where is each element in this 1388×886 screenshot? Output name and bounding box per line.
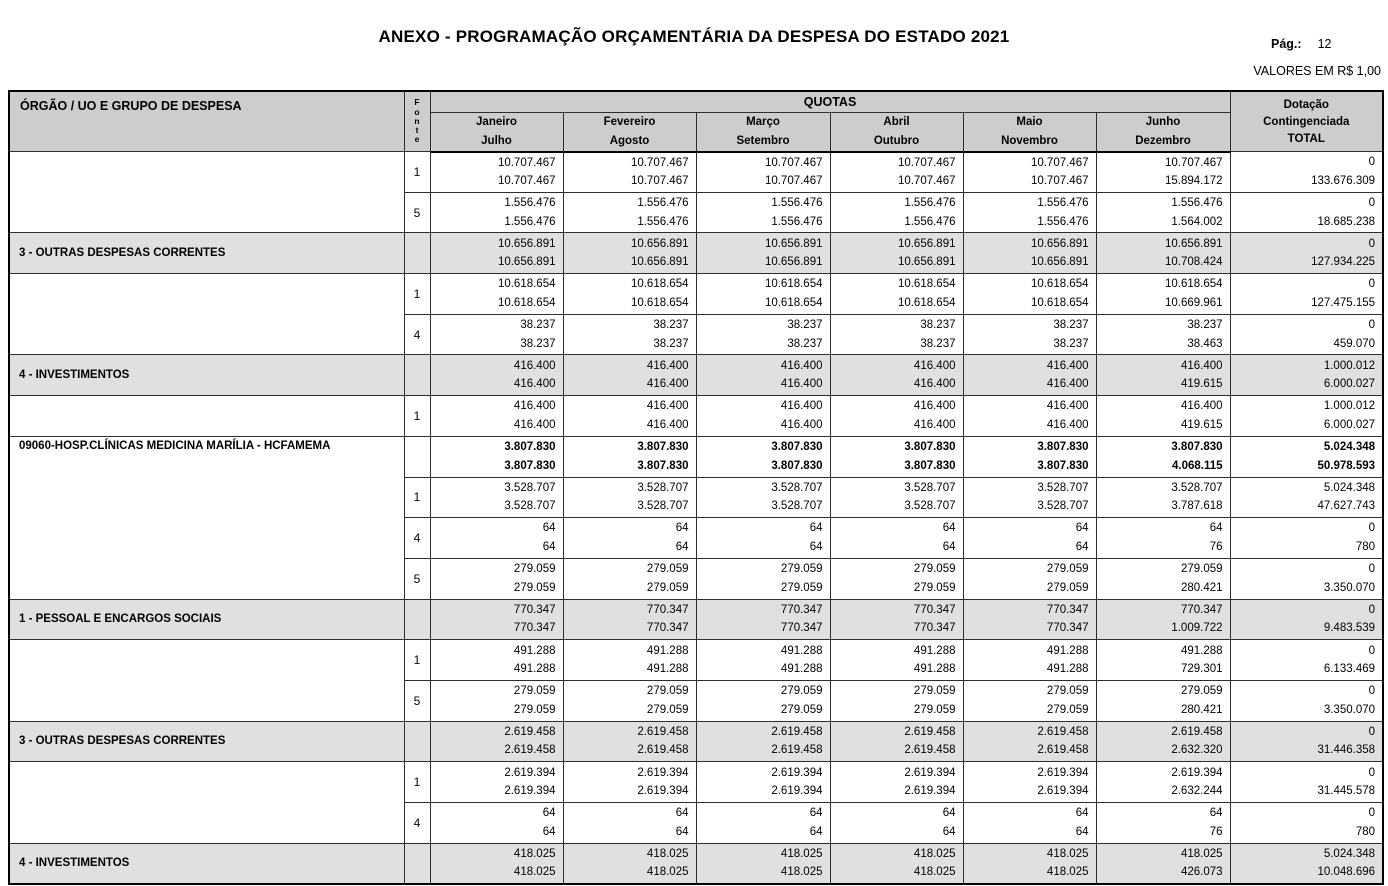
total-cell: 0 127.934.225 xyxy=(1230,233,1383,274)
row-label xyxy=(9,314,404,355)
quota-cell: 416.400 416.400 xyxy=(563,396,696,437)
table-row xyxy=(9,477,1383,518)
table-row xyxy=(9,518,1383,559)
quota-cell: 279.059 279.059 xyxy=(830,558,963,599)
total-cell: 0 3.350.070 xyxy=(1230,558,1383,599)
quota-cell: 64 64 xyxy=(696,518,830,559)
quota-cell: 1.556.476 1.556.476 xyxy=(830,192,963,233)
fonte-value: 1 xyxy=(404,640,430,681)
quota-cell: 416.400 419.615 xyxy=(1096,396,1230,437)
month-column-header-junho-dezembro: Junho Dezembro xyxy=(1096,112,1230,152)
currency-note: VALORES EM R$ 1,00 xyxy=(1253,64,1381,78)
quota-cell: 2.619.458 2.619.458 xyxy=(563,721,696,762)
quota-cell: 2.619.394 2.619.394 xyxy=(696,762,830,803)
quota-cell: 64 64 xyxy=(830,518,963,559)
total-cell: 0 127.475.155 xyxy=(1230,274,1383,315)
fonte-value xyxy=(404,355,430,396)
quota-cell: 64 64 xyxy=(563,803,696,844)
quota-cell: 491.288 729.301 xyxy=(1096,640,1230,681)
quota-cell: 38.237 38.237 xyxy=(563,314,696,355)
quota-cell: 279.059 279.059 xyxy=(563,680,696,721)
total-cell: 0 3.350.070 xyxy=(1230,680,1383,721)
quota-cell: 10.618.654 10.618.654 xyxy=(696,274,830,315)
quota-cell: 416.400 416.400 xyxy=(563,355,696,396)
fonte-vertical-label: F o n t e xyxy=(414,97,420,145)
fonte-value: 1 xyxy=(404,477,430,518)
table-row xyxy=(9,274,1383,315)
quota-cell: 3.807.830 3.807.830 xyxy=(830,436,963,477)
quota-cell: 279.059 279.059 xyxy=(696,680,830,721)
quota-cell: 38.237 38.237 xyxy=(696,314,830,355)
fonte-value: 4 xyxy=(404,803,430,844)
table-row xyxy=(9,721,1383,762)
quota-cell: 416.400 416.400 xyxy=(830,355,963,396)
total-cell: 0 133.676.309 xyxy=(1230,152,1383,193)
quota-cell: 3.528.707 3.528.707 xyxy=(696,477,830,518)
org-group-column-header: ÓRGÃO / UO E GRUPO DE DESPESA xyxy=(9,91,404,152)
row-label xyxy=(9,762,404,803)
quota-cell: 418.025 426.073 xyxy=(1096,843,1230,884)
quota-cell: 38.237 38.463 xyxy=(1096,314,1230,355)
fonte-column-header xyxy=(404,91,430,152)
table-row xyxy=(9,558,1383,599)
quota-cell: 10.618.654 10.618.654 xyxy=(830,274,963,315)
fonte-value: 4 xyxy=(404,314,430,355)
quota-cell: 416.400 416.400 xyxy=(963,396,1096,437)
row-label: 09060-HOSP.CLÍNICAS MEDICINA MARÍLIA - HCFAMEMA xyxy=(9,436,404,477)
total-cell: 5.024.348 47.627.743 xyxy=(1230,477,1383,518)
row-label: 3 - OUTRAS DESPESAS CORRENTES xyxy=(9,233,404,274)
quota-cell: 416.400 416.400 xyxy=(696,396,830,437)
total-cell: 1.000.012 6.000.027 xyxy=(1230,355,1383,396)
quota-cell: 770.347 1.009.722 xyxy=(1096,599,1230,640)
fonte-value: 5 xyxy=(404,680,430,721)
quota-cell: 2.619.394 2.619.394 xyxy=(963,762,1096,803)
fonte-value: 1 xyxy=(404,762,430,803)
quota-cell: 418.025 418.025 xyxy=(696,843,830,884)
quota-cell: 418.025 418.025 xyxy=(830,843,963,884)
page-title: ANEXO - PROGRAMAÇÃO ORÇAMENTÁRIA DA DESPESA DO ESTADO 2021 xyxy=(378,27,1010,46)
total-cell: 0 9.483.539 xyxy=(1230,599,1383,640)
quota-cell: 279.059 279.059 xyxy=(696,558,830,599)
quota-cell: 1.556.476 1.564.002 xyxy=(1096,192,1230,233)
quota-cell: 38.237 38.237 xyxy=(830,314,963,355)
quota-cell: 416.400 416.400 xyxy=(963,355,1096,396)
quota-cell: 2.619.394 2.619.394 xyxy=(430,762,563,803)
table-row xyxy=(9,599,1383,640)
fonte-value xyxy=(404,721,430,762)
page-number: 12 xyxy=(1317,37,1332,51)
fonte-value: 1 xyxy=(404,152,430,193)
quota-cell: 491.288 491.288 xyxy=(963,640,1096,681)
quota-cell: 416.400 416.400 xyxy=(696,355,830,396)
quota-cell: 10.656.891 10.656.891 xyxy=(563,233,696,274)
total-header-line: TOTAL xyxy=(1287,133,1325,145)
row-label: 4 - INVESTIMENTOS xyxy=(9,355,404,396)
table-row xyxy=(9,396,1383,437)
fonte-value xyxy=(404,843,430,884)
quota-cell: 3.528.707 3.528.707 xyxy=(563,477,696,518)
fonte-value xyxy=(404,436,430,477)
total-header-line: Dotação xyxy=(1283,99,1329,111)
total-cell: 0 6.133.469 xyxy=(1230,640,1383,681)
quota-cell: 491.288 491.288 xyxy=(563,640,696,681)
quota-cell: 38.237 38.237 xyxy=(963,314,1096,355)
total-cell: 0 31.445.578 xyxy=(1230,762,1383,803)
total-cell: 5.024.348 10.048.696 xyxy=(1230,843,1383,884)
quota-cell: 770.347 770.347 xyxy=(963,599,1096,640)
quota-cell: 418.025 418.025 xyxy=(563,843,696,884)
table-row xyxy=(9,680,1383,721)
quota-cell: 2.619.394 2.619.394 xyxy=(830,762,963,803)
quota-cell: 10.656.891 10.656.891 xyxy=(696,233,830,274)
table-row xyxy=(9,843,1383,884)
row-label: 1 - PESSOAL E ENCARGOS SOCIAIS xyxy=(9,599,404,640)
quota-cell: 418.025 418.025 xyxy=(430,843,563,884)
quota-cell: 1.556.476 1.556.476 xyxy=(963,192,1096,233)
row-label xyxy=(9,803,404,844)
quota-cell: 279.059 279.059 xyxy=(563,558,696,599)
quota-cell: 3.807.830 3.807.830 xyxy=(430,436,563,477)
quota-cell: 10.656.891 10.656.891 xyxy=(430,233,563,274)
quota-cell: 416.400 416.400 xyxy=(430,355,563,396)
quota-cell: 10.618.654 10.618.654 xyxy=(430,274,563,315)
quota-cell: 10.707.467 10.707.467 xyxy=(430,152,563,193)
row-label: 3 - OUTRAS DESPESAS CORRENTES xyxy=(9,721,404,762)
fonte-value: 1 xyxy=(404,396,430,437)
quota-cell: 3.528.707 3.528.707 xyxy=(963,477,1096,518)
row-label: 4 - INVESTIMENTOS xyxy=(9,843,404,884)
total-cell: 5.024.348 50.978.593 xyxy=(1230,436,1383,477)
quota-cell: 770.347 770.347 xyxy=(563,599,696,640)
quota-cell: 2.619.458 2.619.458 xyxy=(696,721,830,762)
quota-cell: 1.556.476 1.556.476 xyxy=(696,192,830,233)
quota-cell: 10.618.654 10.618.654 xyxy=(963,274,1096,315)
quota-cell: 64 64 xyxy=(963,518,1096,559)
total-column-header xyxy=(1230,91,1383,152)
row-label xyxy=(9,640,404,681)
quota-cell: 491.288 491.288 xyxy=(430,640,563,681)
quota-cell: 3.807.830 3.807.830 xyxy=(696,436,830,477)
quota-cell: 279.059 279.059 xyxy=(963,680,1096,721)
quota-cell: 10.656.891 10.656.891 xyxy=(963,233,1096,274)
quota-cell: 2.619.458 2.619.458 xyxy=(430,721,563,762)
table-row xyxy=(9,355,1383,396)
fonte-value: 5 xyxy=(404,192,430,233)
quota-cell: 416.400 419.615 xyxy=(1096,355,1230,396)
row-label xyxy=(9,518,404,559)
quota-cell: 3.807.830 4.068.115 xyxy=(1096,436,1230,477)
budget-table xyxy=(8,90,1384,885)
fonte-value: 1 xyxy=(404,274,430,315)
quota-cell: 3.528.707 3.787.618 xyxy=(1096,477,1230,518)
table-row xyxy=(9,762,1383,803)
quota-cell: 10.656.891 10.656.891 xyxy=(830,233,963,274)
fonte-value: 5 xyxy=(404,558,430,599)
row-label xyxy=(9,477,404,518)
fonte-value xyxy=(404,599,430,640)
month-column-header-janeiro-julho: Janeiro Julho xyxy=(430,112,563,152)
quota-cell: 3.528.707 3.528.707 xyxy=(830,477,963,518)
table-row xyxy=(9,314,1383,355)
month-column-header-marco-setembro: Março Setembro xyxy=(696,112,830,152)
page-indicator xyxy=(1271,37,1331,51)
total-cell: 0 18.685.238 xyxy=(1230,192,1383,233)
quota-cell: 10.707.467 10.707.467 xyxy=(963,152,1096,193)
quota-cell: 64 64 xyxy=(830,803,963,844)
quota-cell: 770.347 770.347 xyxy=(830,599,963,640)
quota-cell: 770.347 770.347 xyxy=(696,599,830,640)
quota-cell: 770.347 770.347 xyxy=(430,599,563,640)
quota-cell: 491.288 491.288 xyxy=(830,640,963,681)
month-column-header-fevereiro-agosto: Fevereiro Agosto xyxy=(563,112,696,152)
quota-cell: 1.556.476 1.556.476 xyxy=(563,192,696,233)
page-label: Pág.: xyxy=(1271,37,1302,51)
table-row xyxy=(9,152,1383,193)
quota-cell: 3.807.830 3.807.830 xyxy=(563,436,696,477)
quota-cell: 64 64 xyxy=(430,803,563,844)
row-label xyxy=(9,192,404,233)
quota-cell: 10.707.467 15.894.172 xyxy=(1096,152,1230,193)
quota-cell: 418.025 418.025 xyxy=(963,843,1096,884)
quota-cell: 2.619.458 2.632.320 xyxy=(1096,721,1230,762)
table-row xyxy=(9,233,1383,274)
quota-cell: 10.618.654 10.618.654 xyxy=(563,274,696,315)
table-row xyxy=(9,436,1383,477)
quota-cell: 2.619.394 2.632.244 xyxy=(1096,762,1230,803)
row-label xyxy=(9,558,404,599)
table-row xyxy=(9,640,1383,681)
quota-cell: 279.059 279.059 xyxy=(830,680,963,721)
quota-cell: 3.807.830 3.807.830 xyxy=(963,436,1096,477)
quota-cell: 10.618.654 10.669.961 xyxy=(1096,274,1230,315)
quota-cell: 2.619.458 2.619.458 xyxy=(830,721,963,762)
quota-cell: 279.059 279.059 xyxy=(963,558,1096,599)
fonte-value xyxy=(404,233,430,274)
quota-cell: 10.707.467 10.707.467 xyxy=(563,152,696,193)
quota-cell: 279.059 279.059 xyxy=(430,680,563,721)
row-label xyxy=(9,396,404,437)
row-label xyxy=(9,152,404,193)
quota-cell: 491.288 491.288 xyxy=(696,640,830,681)
quota-cell: 279.059 280.421 xyxy=(1096,558,1230,599)
month-column-header-maio-novembro: Maio Novembro xyxy=(963,112,1096,152)
month-column-header-abril-outubro: Abril Outubro xyxy=(830,112,963,152)
fonte-value: 4 xyxy=(404,518,430,559)
table-row xyxy=(9,803,1383,844)
table-row xyxy=(9,192,1383,233)
total-cell: 1.000.012 6.000.027 xyxy=(1230,396,1383,437)
quota-cell: 279.059 279.059 xyxy=(430,558,563,599)
quota-cell: 10.707.467 10.707.467 xyxy=(696,152,830,193)
quota-cell: 64 64 xyxy=(563,518,696,559)
quota-cell: 64 76 xyxy=(1096,518,1230,559)
total-cell: 0 31.446.358 xyxy=(1230,721,1383,762)
quota-cell: 416.400 416.400 xyxy=(830,396,963,437)
quota-cell: 64 64 xyxy=(430,518,563,559)
quota-cell: 64 76 xyxy=(1096,803,1230,844)
total-header-line: Contingenciada xyxy=(1263,116,1350,128)
quota-cell: 10.656.891 10.708.424 xyxy=(1096,233,1230,274)
row-label xyxy=(9,274,404,315)
quota-cell: 38.237 38.237 xyxy=(430,314,563,355)
quota-cell: 2.619.394 2.619.394 xyxy=(563,762,696,803)
quotas-header: QUOTAS xyxy=(430,91,1230,112)
quota-cell: 279.059 280.421 xyxy=(1096,680,1230,721)
quota-cell: 3.528.707 3.528.707 xyxy=(430,477,563,518)
quota-cell: 1.556.476 1.556.476 xyxy=(430,192,563,233)
quota-cell: 2.619.458 2.619.458 xyxy=(963,721,1096,762)
row-label xyxy=(9,680,404,721)
total-cell: 0 780 xyxy=(1230,803,1383,844)
quota-cell: 416.400 416.400 xyxy=(430,396,563,437)
total-cell: 0 780 xyxy=(1230,518,1383,559)
total-cell: 0 459.070 xyxy=(1230,314,1383,355)
quota-cell: 64 64 xyxy=(696,803,830,844)
quota-cell: 10.707.467 10.707.467 xyxy=(830,152,963,193)
quota-cell: 64 64 xyxy=(963,803,1096,844)
